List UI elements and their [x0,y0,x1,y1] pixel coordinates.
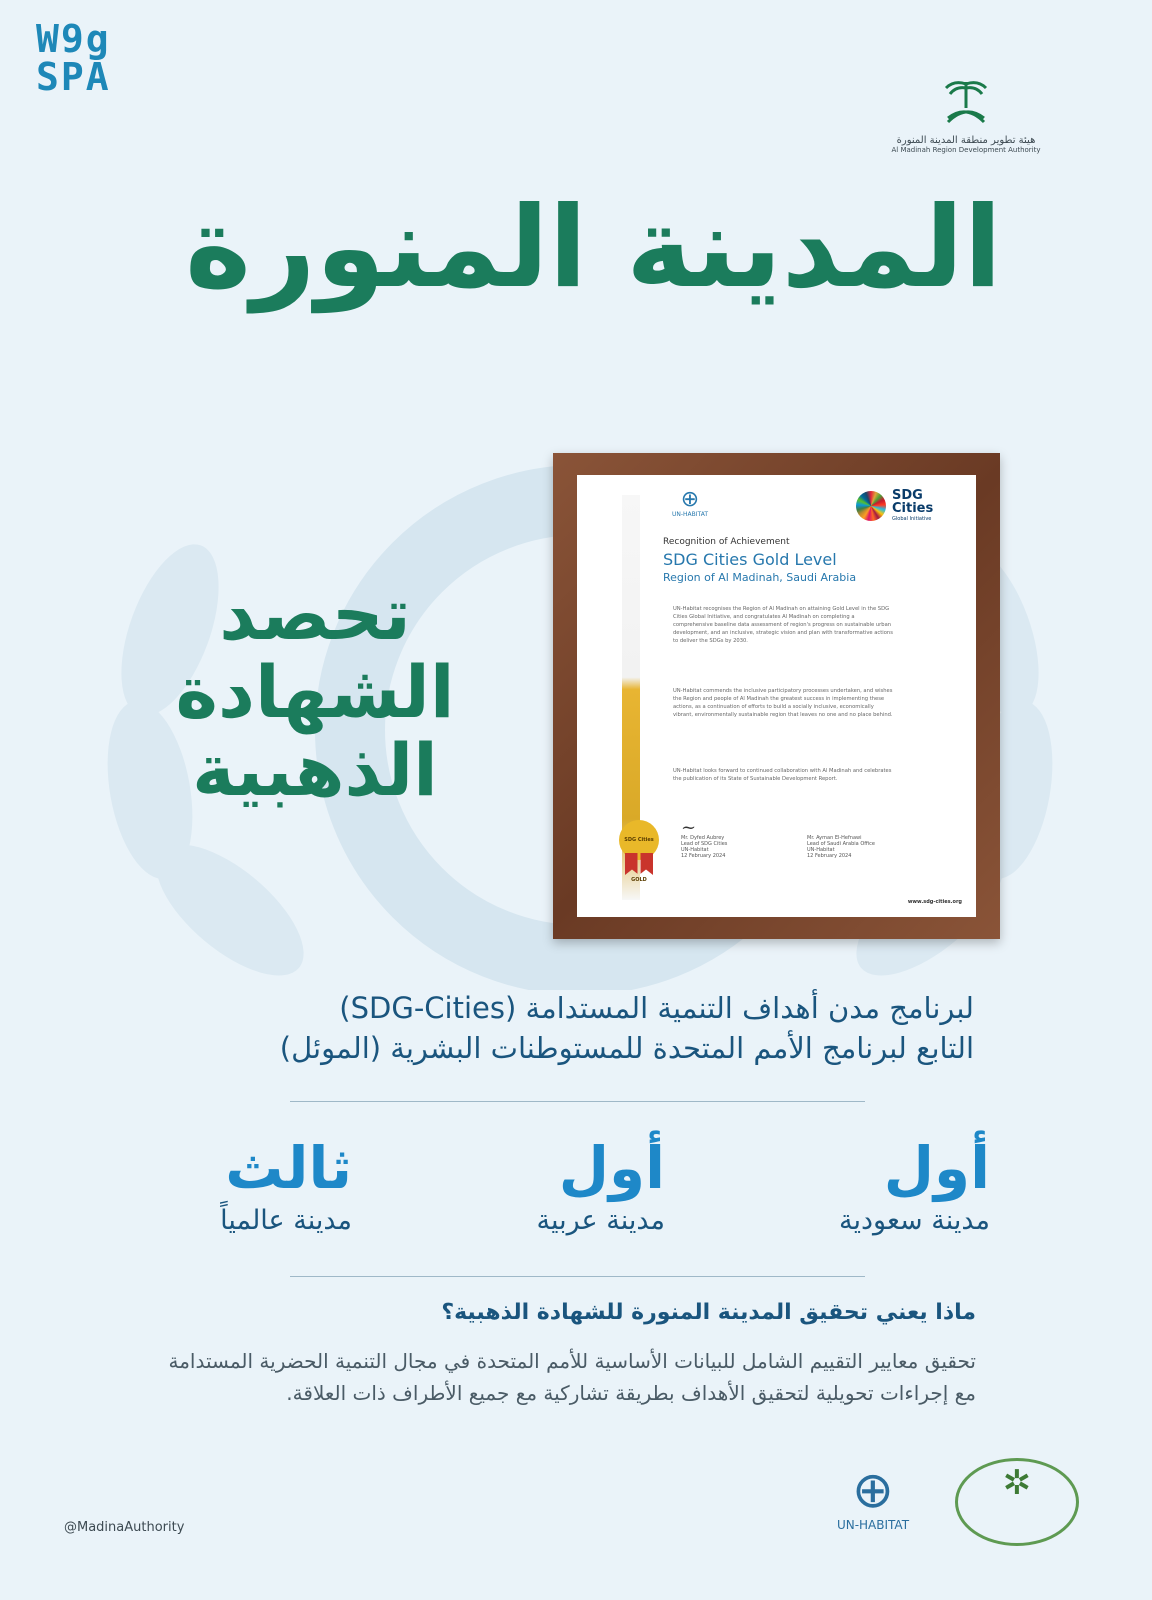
seal-palm-icon: ✲ [1002,1463,1032,1503]
sdg-cities-title: SDG Cities [892,488,934,516]
rank-global-value: ثالث [225,1134,352,1202]
authority-name-en: Al Madinah Region Development Authority [891,146,1041,154]
certificate-frame [553,453,1000,939]
spa-logo-top: W9g [36,17,111,61]
program-line-2: التابع لبرنامج الأمم المتحدة للمستوطنات البشرية (الموئل) [279,1031,974,1065]
palm-swords-icon [876,78,1056,135]
signer-2-name: Mr. Ayman El-Hefnawi [807,835,862,841]
signer-2-date: 12 February 2024 [807,853,852,859]
answer-text: تحقيق معايير التقييم الشامل للبيانات الأساسية للأمم المتحدة في مجال التنمية الحضرية المستدامة مع إجراءات تحويلية لتحقيق الأهداف بطريقة تشاركية مع جميع الأطراف ذات العلاقة. [168,1349,976,1405]
cert-region: Region of Al Madinah, Saudi Arabia [663,571,857,584]
certificate [577,475,976,917]
headline-line-2: الشهادة [175,650,455,734]
un-habitat-icon: ⊕ [680,487,700,512]
cert-level: SDG Cities Gold Level [663,550,837,569]
signer-2-org: UN-Habitat [807,847,835,853]
program-description [134,988,974,1068]
cert-recognition: Recognition of Achievement [663,537,790,547]
rank-arab-value: أول [558,1134,665,1202]
rank-saudi [750,1135,990,1241]
divider-top [290,1101,865,1102]
sdg-cities-subtitle: Global Initiative [892,516,932,522]
rank-saudi-label: مدينة سعودية [839,1205,990,1236]
un-habitat-icon: ⊕ [852,1461,894,1519]
cert-paragraph-3: UN-Habitat looks forward to continued collaboration with Al Madinah and celebrates the publication of its State of Sustainable Development Report. [673,768,892,782]
rank-arab-label: مدينة عربية [536,1205,665,1236]
signer-2-role: Lead of Saudi Arabia Office [807,841,875,847]
authority-logo [876,78,1056,154]
madinah-authority-seal-icon [955,1458,1079,1546]
program-line-1: لبرنامج مدن أهداف التنمية المستدامة (SDG-Cities) [339,991,974,1025]
social-handle: @MadinaAuthority [64,1520,185,1535]
signature-icon: ~ [681,817,697,838]
rank-saudi-value: أول [883,1134,990,1202]
signer-2 [807,835,875,859]
gold-certificate-headline [120,572,510,812]
page-title: المدينة المنورة [185,183,1002,313]
cert-paragraph-2: UN-Habitat commends the inclusive participatory processes undertaken, and wishes the Region and people of Al Madinah the greatest success in implementing these actions, as a continuation of efforts to build a socially inclusive, economically vibrant, environmentally sustainable region that leaves no one and no place behind. [673,688,893,718]
signer-1 [681,835,727,859]
headline-line-3: الذهبية [192,728,438,812]
signer-1-date: 12 February 2024 [681,853,726,859]
footer-un-habitat-label: UN-HABITAT [836,1518,910,1532]
footer-un-habitat-logo [826,1462,920,1532]
signer-1-org: UN-Habitat [681,847,709,853]
cert-un-habitat-label: UN-HABITAT [671,511,709,518]
authority-name-ar: هيئة تطوير منطقة المدينة المنورة [896,135,1036,146]
spa-logo-bottom: SPA [36,55,111,99]
cert-url: www.sdg-cities.org [907,899,962,905]
question-heading: ماذا يعني تحقيق المدينة المنورة للشهادة الذهبية؟ [441,1300,976,1325]
sdg-wheel-icon [856,491,886,521]
sdg-cities-logo [856,489,966,523]
cert-un-habitat-logo [663,489,717,518]
gold-seal: SDG Cities GOLD [619,820,659,860]
rank-global [112,1135,352,1241]
signer-1-role: Lead of SDG Cities [681,841,728,847]
cert-paragraph-1: UN-Habitat recognises the Region of Al Madinah on attaining Gold Level in the SDG Cities Global Initiative, and congratulates Al Madinah on completing a comprehensive baseline data assessment of region's progress on sustainable urban development, and an inclusive, strategic vision and plan with transformative actions to deliver the SDGs by 2030. [673,606,893,644]
signer-1-name: Mr. Dyfed Aubrey [681,835,725,841]
rank-global-label: مدينة عالمياً [220,1205,352,1236]
spa-logo [36,17,136,99]
rank-arab [425,1135,665,1241]
headline-line-1: تحصد [219,572,411,656]
divider-bottom [290,1276,865,1277]
